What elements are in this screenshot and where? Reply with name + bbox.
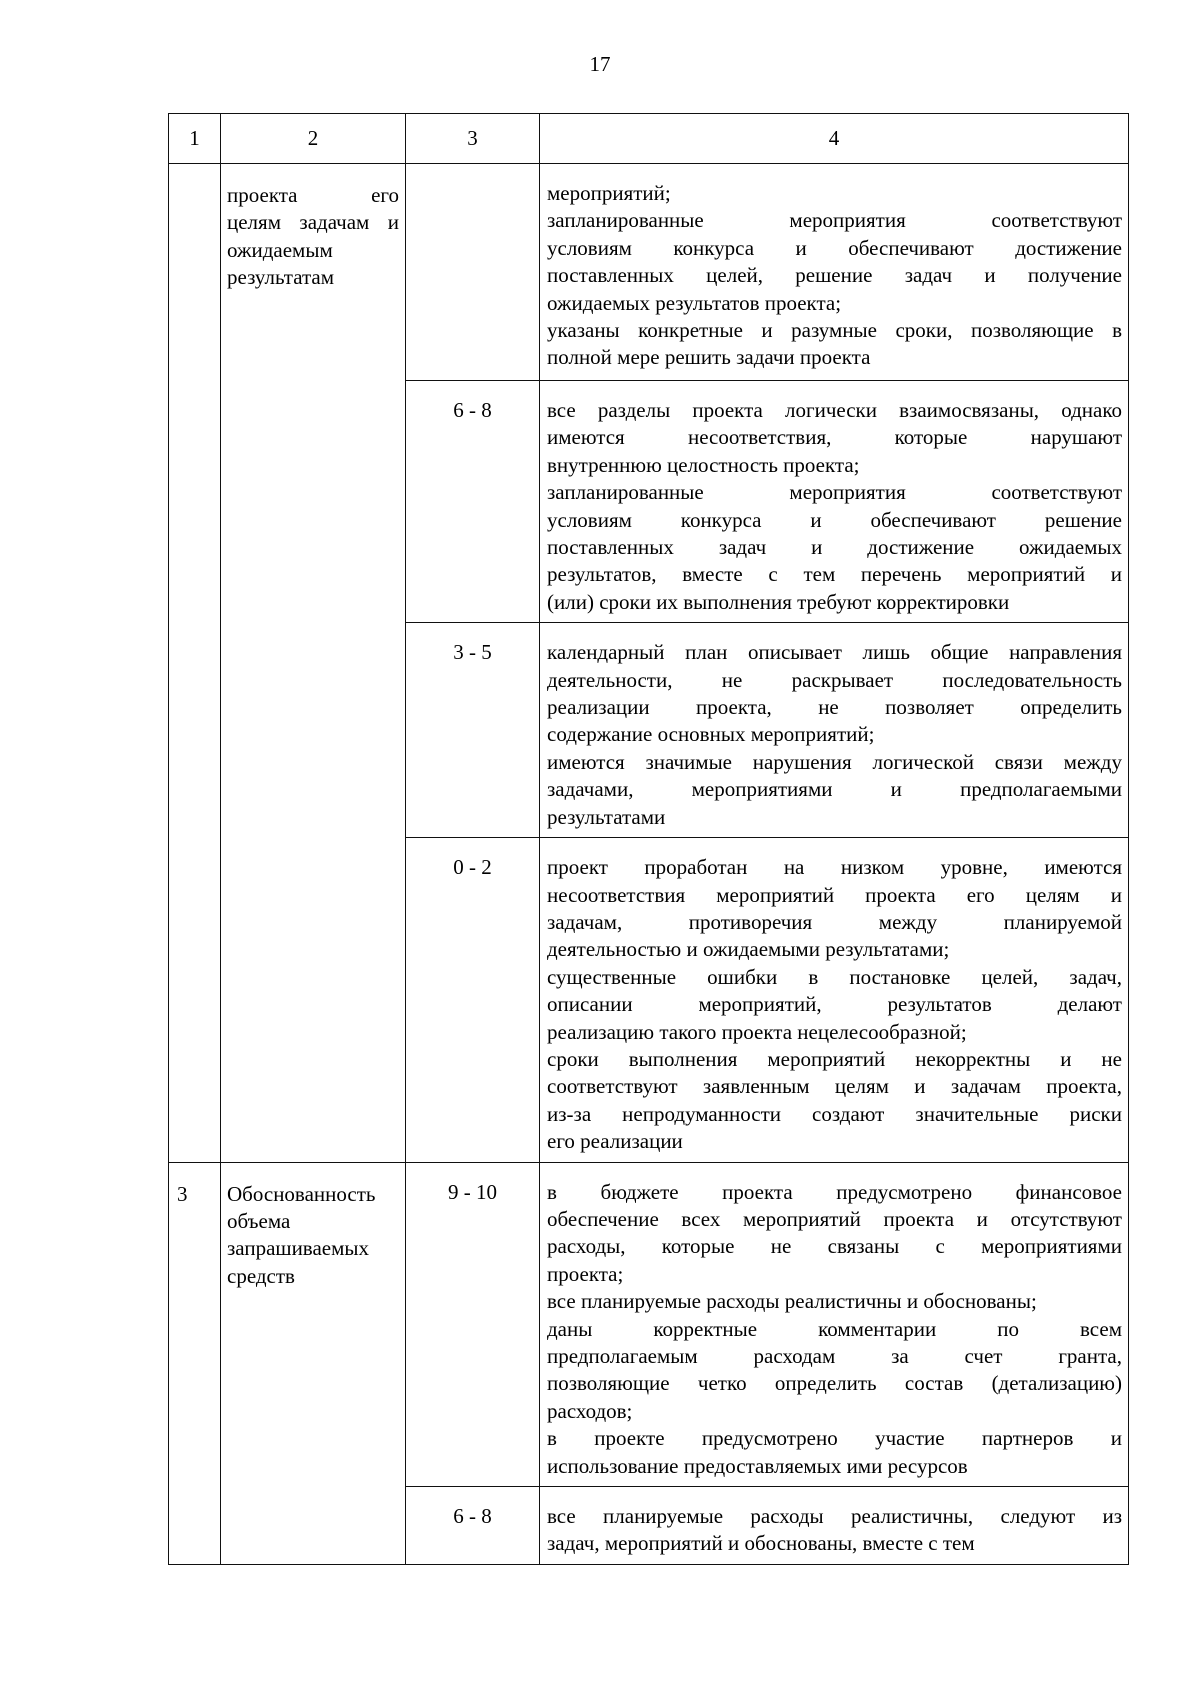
criterion-name-line: объема xyxy=(227,1208,291,1233)
description-line: реализацию такого проекта нецелесообразной; xyxy=(547,1019,967,1044)
criterion-name-line: результатам xyxy=(227,265,335,290)
description-line: все разделы проекта логически взаимосвязаны, однако xyxy=(547,398,1122,422)
description-line: обеспечение всех мероприятий проекта и отсутствуют xyxy=(547,1206,1122,1231)
table-row xyxy=(169,1162,1129,1486)
score-description xyxy=(540,381,1129,623)
description-line: поставленных задач и достижение ожидаемых xyxy=(547,535,1122,560)
score-range: 9 - 10 xyxy=(406,1162,540,1486)
description-line: все планируемые расходы реалистичны, следуют из xyxy=(547,1504,1122,1529)
description-line: существенные ошибки в постановке целей, задач, xyxy=(547,964,1122,989)
description-line: содержание основных мероприятий; xyxy=(547,722,875,747)
criterion-name xyxy=(221,1162,406,1564)
description-line: проект проработан на низком уровне, имеются xyxy=(547,855,1122,880)
description-line: задач, мероприятий и обоснованы, вместе с тем xyxy=(547,1531,975,1556)
description-line: ожидаемых результатов проекта; xyxy=(547,290,842,315)
score-description xyxy=(540,1487,1129,1565)
table-row xyxy=(169,164,1129,381)
criterion-name xyxy=(221,164,406,1163)
description-line: деятельности, не раскрывает последовательность xyxy=(547,667,1122,692)
table-header-row xyxy=(169,114,1129,164)
criteria-table xyxy=(168,113,1129,1565)
description-line: условиям конкурса и обеспечивают решение xyxy=(547,507,1122,532)
description-line: имеются несоответствия, которые нарушают xyxy=(547,425,1122,450)
description-line: использование предоставляемых ими ресурсов xyxy=(547,1453,968,1478)
header-col-4: 4 xyxy=(540,114,1129,164)
score-description xyxy=(540,838,1129,1162)
description-line: описании мероприятий, результатов делают xyxy=(547,992,1122,1017)
description-line: мероприятий; xyxy=(547,181,671,205)
description-line: запланированные мероприятия соответствуют xyxy=(547,208,1122,233)
header-col-2: 2 xyxy=(221,114,406,164)
description-line: в бюджете проекта предусмотрено финансовое xyxy=(547,1179,1122,1204)
description-line: соответствуют заявленным целям и задачам проекта, xyxy=(547,1074,1122,1099)
score-range xyxy=(406,164,540,381)
description-line: полной мере решить задачи проекта xyxy=(547,345,871,370)
description-line: из-за непродуманности создают значительные риски xyxy=(547,1101,1122,1126)
description-line: расходов; xyxy=(547,1398,633,1423)
description-line: запланированные мероприятия соответствуют xyxy=(547,480,1122,505)
criterion-name-line: целям задачам и xyxy=(227,210,399,235)
description-line: результатами xyxy=(547,804,666,829)
header-col-3: 3 xyxy=(406,114,540,164)
description-line: проекта; xyxy=(547,1261,624,1286)
description-line: внутреннюю целостность проекта; xyxy=(547,452,860,477)
description-line: несоответствия мероприятий проекта его целям и xyxy=(547,882,1122,907)
description-line: реализации проекта, не позволяет определить xyxy=(547,695,1122,720)
description-line: поставленных целей, решение задач и получение xyxy=(547,263,1122,288)
page-number: 17 xyxy=(589,52,611,76)
description-line: его реализации xyxy=(547,1129,683,1154)
description-line: задачами, мероприятиями и предполагаемыми xyxy=(547,777,1122,802)
description-line: расходы, которые не связаны с мероприятиями xyxy=(547,1234,1122,1259)
criterion-name-line: проекта его xyxy=(227,183,399,207)
score-range: 3 - 5 xyxy=(406,623,540,838)
score-range: 0 - 2 xyxy=(406,838,540,1162)
description-line: календарный план описывает лишь общие направления xyxy=(547,640,1122,665)
score-description xyxy=(540,623,1129,838)
score-description xyxy=(540,164,1129,381)
description-line: сроки выполнения мероприятий некорректны и не xyxy=(547,1046,1122,1071)
criterion-name-line: ожидаемым xyxy=(227,237,333,262)
table-body xyxy=(169,164,1129,1565)
score-description xyxy=(540,1162,1129,1486)
description-line: условиям конкурса и обеспечивают достижение xyxy=(547,235,1122,260)
description-line: все планируемые расходы реалистичны и обоснованы; xyxy=(547,1289,1037,1314)
description-line: результатов, вместе с тем перечень мероприятий и xyxy=(547,562,1122,587)
criterion-name-line: Обоснованность xyxy=(227,1181,376,1206)
description-line: задачам, противоречия между планируемой xyxy=(547,909,1122,934)
criterion-name-line: средств xyxy=(227,1263,295,1288)
description-line: даны корректные комментарии по всем xyxy=(547,1316,1122,1341)
description-line: деятельностью и ожидаемыми результатами; xyxy=(547,937,950,962)
header-col-1: 1 xyxy=(169,114,221,164)
description-line: (или) сроки их выполнения требуют корректировки xyxy=(547,589,1010,614)
description-line: имеются значимые нарушения логической связи между xyxy=(547,749,1122,774)
criterion-number xyxy=(169,164,221,1163)
criterion-number: 3 xyxy=(169,1162,221,1564)
description-line: позволяющие четко определить состав (детализацию) xyxy=(547,1371,1122,1396)
score-range: 6 - 8 xyxy=(406,381,540,623)
description-line: указаны конкретные и разумные сроки, позволяющие в xyxy=(547,318,1122,343)
score-range: 6 - 8 xyxy=(406,1487,540,1565)
description-line: в проекте предусмотрено участие партнеров и xyxy=(547,1426,1122,1451)
criterion-name-line: запрашиваемых xyxy=(227,1236,369,1261)
description-line: предполагаемым расходам за счет гранта, xyxy=(547,1344,1122,1368)
